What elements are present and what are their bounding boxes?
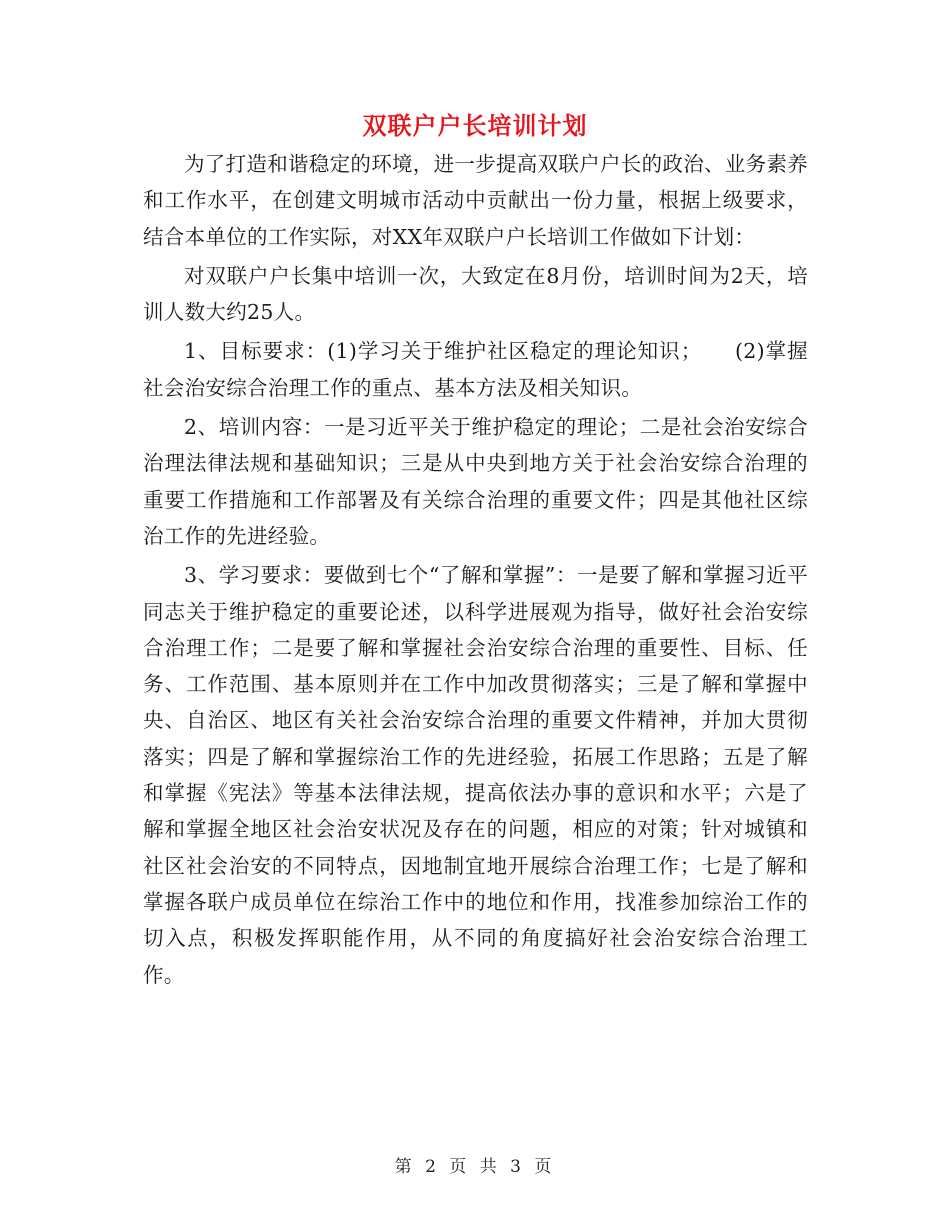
paragraph-requirements: 3、学习要求：要做到七个“了解和掌握”：一是要了解和掌握习近平同志关于维护稳定的重要论述，以科学进展观为指导，做好社会治安综合治理工作；二是要了解和掌握社会治安综合治理的重要性、目标、任务、工作范围、基本原则并在工作中加改贯彻落实；三是了解和掌握中央、自治区、地区有关社会治安综合治理的重要文件精神，并加大贯彻落实；四是了解和掌握综治工作的先进经验，拓展工作思路；五是了解和掌握《宪法》等基本法律法规，提高依法办事的意识和水平；六是了解和掌握全地区社会治安状况及存在的问题，相应的对策；针对城镇和社区社会治安的不同特点，因地制宜地开展综合治理工作；七是了解和掌握各联户成员单位在综治工作中的地位和作用，找准参加综治工作的切入点，积极发挥职能作用，从不同的角度搞好社会治安综合治理工作。 bbox=[143, 563, 808, 987]
paragraph-schedule: 对双联户户长集中培训一次，大致定在8月份，培训时间为2天，培训人数大约25人。 bbox=[143, 263, 808, 325]
document-title: 双联户户长培训计划 bbox=[362, 111, 588, 140]
document-body bbox=[143, 146, 808, 996]
page-number-footer: 第 2 页 共 3 页 bbox=[394, 1157, 556, 1177]
paragraph-content: 2、培训内容：一是习近平关于维护稳定的理论；二是社会治安综合治理法律法规和基础知识；三是从中央到地方关于社会治安综合治理的重要工作措施和工作部署及有关综合治理的重要文件；四是其他社区综治工作的先进经验。 bbox=[143, 415, 808, 548]
paragraph-intro: 为了打造和谐稳定的环境，进一步提高双联户户长的政治、业务素养和工作水平，在创建文明城市活动中贡献出一份力量，根据上级要求，结合本单位的工作实际，对XX年双联户户长培训工作做如下计划： bbox=[143, 152, 808, 249]
paragraph-goals: 1、目标要求：(1)学习关于维护社区稳定的理论知识； (2)掌握社会治安综合治理工作的重点、基本方法及相关知识。 bbox=[143, 339, 808, 400]
